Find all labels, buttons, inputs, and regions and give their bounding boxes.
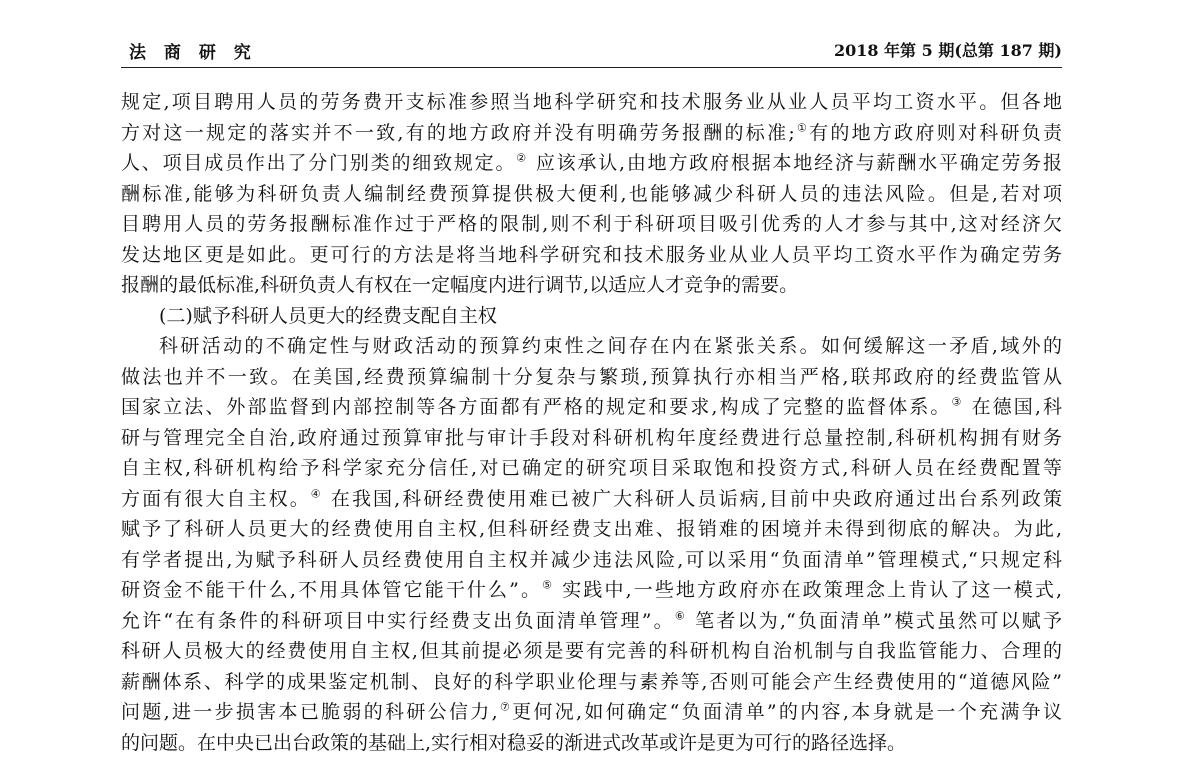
text-line: 目聘用人员的劳务报酬标准作过于严格的限制,则不利于科研项目吸引优秀的人才参与其中,这对经济欠: [121, 213, 1062, 235]
text-line: 薪酬体系、科学的成果鉴定机制、良好的科学职业伦理与素养等,否则可能会产生经费使用的“道德风险”: [121, 670, 1062, 693]
footnote-ref: ②: [516, 151, 528, 165]
body-text: [121, 87, 1062, 758]
text-line: 的问题。在中央已出台政策的基础上,实行相对稳妥的渐进式改革或许是更为可行的路径选择。: [121, 731, 907, 754]
text-line: 允许“在有条件的科研项目中实行经费支出负面清单管理”。⑥ 笔者以为,“负面清单”模式虽然可以赋予: [121, 609, 1062, 632]
text-line: 问题,进一步损害本已脆弱的科研公信力,⑦更何况,如何确定“负面清单”的内容,本身就是一个充满争议: [121, 700, 1062, 723]
text-line: 报酬的最低标准,科研负责人有权在一定幅度内进行调节,以适应人才竞争的需要。: [121, 274, 799, 296]
header-rule: [121, 67, 1062, 68]
text-line: 方面有很大自主权。④ 在我国,科研经费使用难已被广大科研人员诟病,目前中央政府通过出台系列政策: [121, 487, 1062, 510]
footnote-ref: ④: [310, 487, 323, 501]
text-line: 规定,项目聘用人员的劳务费开支标准参照当地科学研究和技术服务业从业人员平均工资水平。但各地: [121, 91, 1062, 113]
text-line: 酬标准,能够为科研负责人编制经费预算提供极大便利,也能够减少科研人员的违法风险。但是,若对项: [121, 182, 1062, 205]
text-line: 自主权,科研机构给予科学家充分信任,对已确定的研究项目采取饱和投资方式,科研人员在经费配置等: [121, 457, 1062, 479]
section-heading: (二)赋予科研人员更大的经费支配自主权: [159, 304, 497, 327]
footnote-ref: ⑦: [497, 700, 513, 714]
text-line: 人、项目成员作出了分门别类的细致规定。② 应该承认,由地方政府根据本地经济与薪酬水平确定劳务报: [121, 151, 1062, 174]
journal-name: 法 商 研 究: [129, 43, 257, 63]
footnote-ref: ③: [951, 395, 964, 409]
footnote-ref: ⑥: [674, 609, 687, 623]
text-line: 研资金不能干什么,不用具体管它能干什么”。⑤ 实践中,一些地方政府亦在政策理念上肯认了这一模式,: [121, 578, 1062, 601]
text-line: 国家立法、外部监督到内部控制等各方面都有严格的规定和要求,构成了完整的监督体系。③ 在德国,科: [121, 395, 1062, 418]
text-line: 科研活动的不确定性与财政活动的预算约束性之间存在内在紧张关系。如何缓解这一矛盾,域外的: [159, 335, 1062, 357]
footnote-ref: ①: [794, 121, 810, 135]
text-line: 有学者提出,为赋予科研人员经费使用自主权并减少违法风险,可以采用“负面清单”管理模式,“只规定科: [121, 548, 1062, 571]
running-header: [121, 34, 1062, 64]
text-line: 研与管理完全自治,政府通过预算审批与审计手段对科研机构年度经费进行总量控制,科研机构拥有财务: [121, 426, 1062, 449]
text-line: 方对这一规定的落实并不一致,有的地方政府并没有明确劳务报酬的标准;①有的地方政府则对科研负责: [121, 121, 1062, 144]
text-line: 发达地区更是如此。更可行的方法是将当地科学研究和技术服务业从业人员平均工资水平作为确定劳务: [121, 243, 1062, 266]
text-line: 做法也并不一致。在美国,经费预算编制十分复杂与繁琐,预算执行亦相当严格,联邦政府的经费监管从: [121, 365, 1062, 388]
issue-info: 2018 年第 5 期(总第 187 期): [833, 41, 1062, 60]
text-line: 赋予了科研人员更大的经费使用自主权,但科研经费支出难、报销难的困境并未得到彻底的解决。为此,: [121, 518, 1062, 540]
text-line: 科研人员极大的经费使用自主权,但其前提必须是要有完善的科研机构自治机制与自我监管能力、合理的: [121, 640, 1062, 662]
footnote-ref: ⑤: [542, 578, 555, 592]
